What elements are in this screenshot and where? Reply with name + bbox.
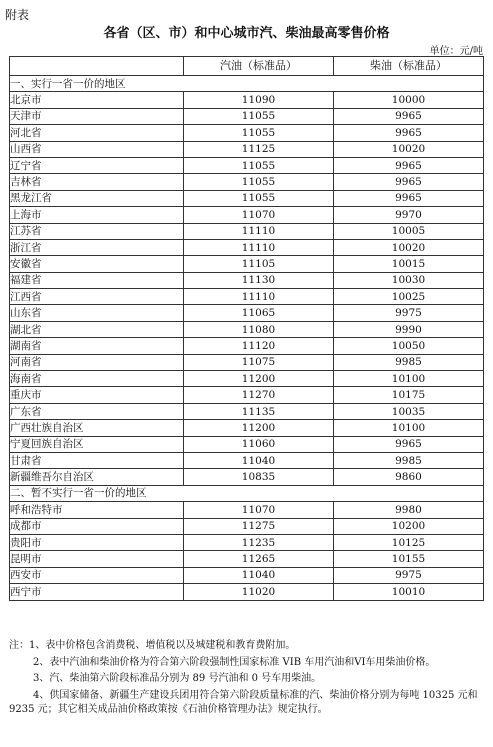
gasoline-price-cell: 11070 [184, 502, 334, 518]
gasoline-price-cell: 11270 [184, 387, 334, 403]
region-name-cell: 海南省 [10, 371, 184, 387]
region-name-cell: 山东省 [10, 305, 184, 321]
table-row [10, 338, 484, 354]
diesel-price-cell: 9975 [334, 305, 484, 321]
table-row [10, 371, 484, 387]
region-name-cell: 安徽省 [10, 256, 184, 272]
price-table [9, 56, 484, 601]
diesel-price-cell: 10025 [334, 289, 484, 305]
region-name-cell: 黑龙江省 [10, 190, 184, 206]
gasoline-price-cell: 11055 [184, 174, 334, 190]
note-1: 注：1、表中价格包含消费税、增值税以及城建税和教育费附加。 [9, 640, 296, 651]
table-row [10, 403, 484, 419]
note-3: 3、汽、柴油第六阶段标准品分别为 89 号汽油和 0 号车用柴油。 [33, 673, 322, 684]
note-4: 4、供国家储备、新疆生产建设兵团用符合第六阶段质量标准的汽、柴油价格分别为每吨 10325 元和 9235 元；其它相关成品油价格政策按《石油价格管理办法》规定执行。 [9, 689, 478, 715]
diesel-price-cell: 10015 [334, 256, 484, 272]
region-name-cell: 天津市 [10, 108, 184, 124]
table-row [10, 190, 484, 206]
diesel-price-cell: 9985 [334, 452, 484, 468]
diesel-price-cell: 9965 [334, 174, 484, 190]
table-row [10, 567, 484, 583]
region-name-cell: 福建省 [10, 272, 184, 288]
diesel-price-cell: 10155 [334, 551, 484, 567]
diesel-price-cell: 9965 [334, 125, 484, 141]
gasoline-price-cell: 11135 [184, 403, 334, 419]
table-row [10, 207, 484, 223]
table-row [10, 256, 484, 272]
gasoline-price-cell: 11200 [184, 371, 334, 387]
table-row [10, 420, 484, 436]
diesel-price-cell: 9970 [334, 207, 484, 223]
section-row [10, 485, 484, 501]
region-name-cell: 湖北省 [10, 321, 184, 337]
gasoline-price-cell: 11065 [184, 305, 334, 321]
table-row [10, 551, 484, 567]
unit-label: 单位：元/吨 [429, 46, 483, 57]
diesel-price-cell: 9965 [334, 436, 484, 452]
gasoline-price-cell: 11020 [184, 584, 334, 600]
region-name-cell: 湖南省 [10, 338, 184, 354]
section-row [10, 76, 484, 92]
table-row [10, 354, 484, 370]
region-name-cell: 广东省 [10, 403, 184, 419]
gasoline-price-cell: 11055 [184, 190, 334, 206]
region-name-cell: 甘肃省 [10, 452, 184, 468]
page-title: 各省（区、市）和中心城市汽、柴油最高零售价格 [103, 26, 390, 41]
table-row [10, 141, 484, 157]
diesel-price-cell: 10100 [334, 371, 484, 387]
diesel-price-cell: 10125 [334, 534, 484, 550]
table-row [10, 157, 484, 173]
region-name-cell: 昆明市 [10, 551, 184, 567]
table-header-row [10, 57, 484, 76]
table-row [10, 239, 484, 255]
table-row [10, 387, 484, 403]
gasoline-price-cell: 11265 [184, 551, 334, 567]
gasoline-price-cell: 11055 [184, 108, 334, 124]
gasoline-price-cell: 11120 [184, 338, 334, 354]
gasoline-price-cell: 11055 [184, 125, 334, 141]
diesel-price-cell: 9990 [334, 321, 484, 337]
gasoline-price-cell: 11125 [184, 141, 334, 157]
region-name-cell: 上海市 [10, 207, 184, 223]
note-2: 2、表中汽油和柴油价格为符合第六阶段强制性国家标准 VIB 车用汽油和VI车用柴油价格。 [33, 656, 436, 668]
diesel-price-cell: 10035 [334, 403, 484, 419]
gasoline-price-cell: 11070 [184, 207, 334, 223]
section-label: 一、实行一省一价的地区 [10, 76, 484, 92]
diesel-price-cell: 9980 [334, 502, 484, 518]
diesel-price-cell: 9975 [334, 567, 484, 583]
diesel-price-cell: 9985 [334, 354, 484, 370]
region-name-cell: 贵阳市 [10, 534, 184, 550]
diesel-price-cell: 10020 [334, 239, 484, 255]
gasoline-price-cell: 11080 [184, 321, 334, 337]
region-name-cell: 呼和浩特市 [10, 502, 184, 518]
diesel-price-cell: 10200 [334, 518, 484, 534]
notes-section [9, 639, 483, 720]
table-row [10, 174, 484, 190]
gasoline-price-cell: 11040 [184, 567, 334, 583]
diesel-price-cell: 10005 [334, 223, 484, 239]
region-name-cell: 成都市 [10, 518, 184, 534]
table-row [10, 92, 484, 108]
region-name-cell: 新疆维吾尔自治区 [10, 469, 184, 485]
gasoline-price-cell: 11110 [184, 289, 334, 305]
region-name-cell: 重庆市 [10, 387, 184, 403]
table-row [10, 321, 484, 337]
diesel-price-cell: 10010 [334, 584, 484, 600]
region-name-cell: 西宁市 [10, 584, 184, 600]
diesel-price-cell: 10000 [334, 92, 484, 108]
region-name-cell: 辽宁省 [10, 157, 184, 173]
gasoline-price-cell: 11105 [184, 256, 334, 272]
region-name-cell: 宁夏回族自治区 [10, 436, 184, 452]
table-row [10, 502, 484, 518]
region-name-cell: 江苏省 [10, 223, 184, 239]
table-row [10, 534, 484, 550]
region-name-cell: 广西壮族自治区 [10, 420, 184, 436]
table-row [10, 272, 484, 288]
diesel-price-cell: 10020 [334, 141, 484, 157]
table-row [10, 584, 484, 600]
diesel-price-cell: 9965 [334, 157, 484, 173]
header-region [10, 57, 184, 76]
region-name-cell: 河北省 [10, 125, 184, 141]
diesel-price-cell: 9860 [334, 469, 484, 485]
region-name-cell: 江西省 [10, 289, 184, 305]
header-gasoline: 汽油（标准品） [184, 57, 334, 76]
gasoline-price-cell: 11235 [184, 534, 334, 550]
diesel-price-cell: 10100 [334, 420, 484, 436]
header-diesel: 柴油（标准品） [334, 57, 484, 76]
diesel-price-cell: 10175 [334, 387, 484, 403]
table-row [10, 108, 484, 124]
diesel-price-cell: 10030 [334, 272, 484, 288]
region-name-cell: 吉林省 [10, 174, 184, 190]
table-row [10, 305, 484, 321]
section-label: 二、暂不实行一省一价的地区 [10, 485, 484, 501]
table-row [10, 469, 484, 485]
gasoline-price-cell: 11130 [184, 272, 334, 288]
region-name-cell: 北京市 [10, 92, 184, 108]
gasoline-price-cell: 11110 [184, 239, 334, 255]
table-row [10, 125, 484, 141]
gasoline-price-cell: 11275 [184, 518, 334, 534]
table-row [10, 289, 484, 305]
table-row [10, 452, 484, 468]
diesel-price-cell: 10050 [334, 338, 484, 354]
table-row [10, 436, 484, 452]
gasoline-price-cell: 11060 [184, 436, 334, 452]
region-name-cell: 浙江省 [10, 239, 184, 255]
region-name-cell: 西安市 [10, 567, 184, 583]
price-table-body [10, 76, 484, 601]
table-row [10, 518, 484, 534]
gasoline-price-cell: 11040 [184, 452, 334, 468]
annex-label: 附表 [5, 8, 30, 22]
gasoline-price-cell: 11090 [184, 92, 334, 108]
gasoline-price-cell: 10835 [184, 469, 334, 485]
diesel-price-cell: 9965 [334, 108, 484, 124]
diesel-price-cell: 9965 [334, 190, 484, 206]
gasoline-price-cell: 11075 [184, 354, 334, 370]
region-name-cell: 河南省 [10, 354, 184, 370]
gasoline-price-cell: 11055 [184, 157, 334, 173]
gasoline-price-cell: 11200 [184, 420, 334, 436]
gasoline-price-cell: 11110 [184, 223, 334, 239]
table-row [10, 223, 484, 239]
region-name-cell: 山西省 [10, 141, 184, 157]
